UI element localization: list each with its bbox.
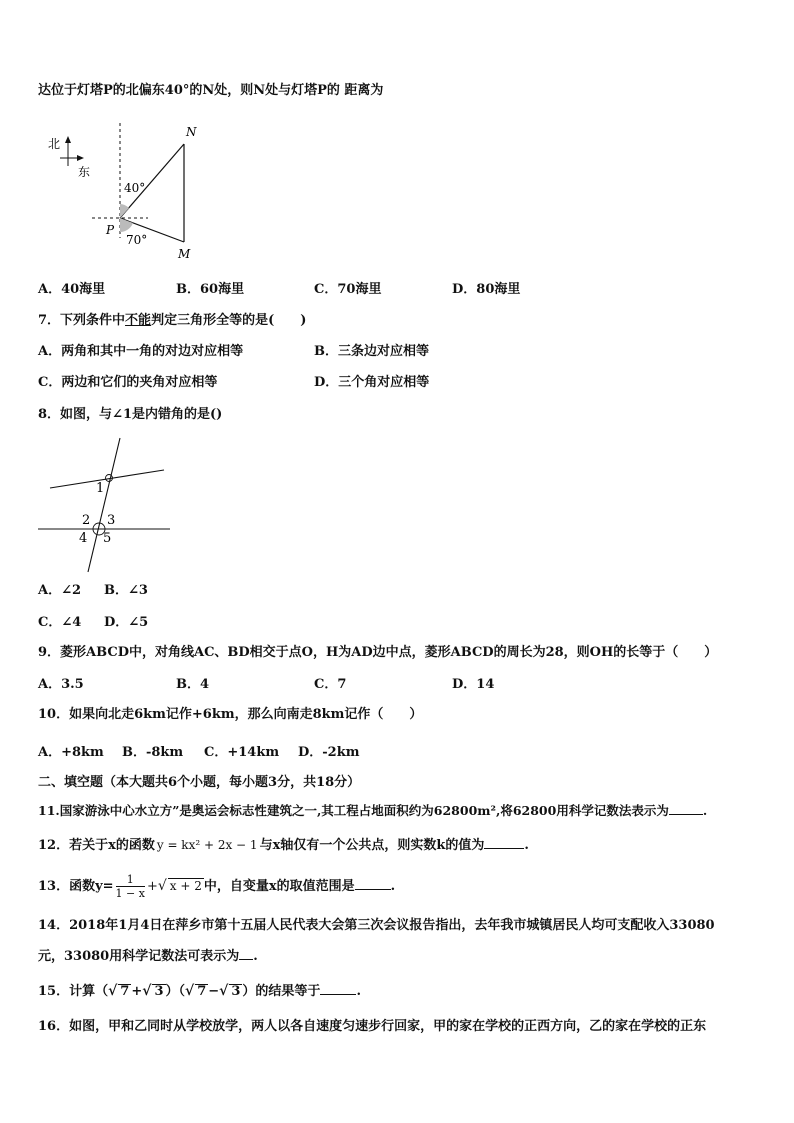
q14-blank <box>239 947 253 960</box>
q12-pre: 12．若关于x的函数 <box>38 838 155 853</box>
q13-blank <box>355 877 391 890</box>
q10-option-a: A．+8km <box>38 745 104 760</box>
q12-text <box>38 836 529 855</box>
q8-option-a: A．∠2 <box>38 583 82 598</box>
q14-line1: 14．2018年1月4日在萍乡市第十五届人民代表大会第三次会议报告指出，去年我市城镇居民人均可支配收入33080 <box>38 918 715 933</box>
angle-5-label: 5 <box>103 531 112 546</box>
q15-root1: 7 <box>120 984 130 999</box>
q8-option-b: B．∠3 <box>104 583 148 598</box>
q15-root4: 3 <box>231 984 241 999</box>
q8-option-d: D．∠5 <box>104 615 149 630</box>
angle-70: 70° <box>126 233 148 247</box>
q15-op2: − <box>208 984 220 999</box>
q13-fraction <box>116 873 145 900</box>
q10-text: 10．如果向北走6km记作+6km，那么向南走8km记作（ ） <box>38 707 423 722</box>
q13-end: . <box>390 879 396 894</box>
q16-text: 16．如图，甲和乙同时从学校放学，两人以各自速度匀速步行回家，甲的家在学校的正西方向，乙的家在学校的正东 <box>38 1019 707 1034</box>
angle-4-label: 4 <box>79 531 88 546</box>
east-label: 东 <box>78 165 91 179</box>
q10-option-c: C．+14km <box>204 745 280 760</box>
q6-option-b: B．60海里 <box>176 282 245 297</box>
q8-text: 8．如图，与∠1是内错角的是() <box>38 407 223 422</box>
q11-end: . <box>702 803 708 818</box>
q14-body: 元，33080用科学记数法可表示为 <box>38 949 240 964</box>
angle-40: 40° <box>124 181 146 195</box>
q13-denominator: 1 − x <box>115 887 145 900</box>
q12-blank <box>484 836 524 849</box>
q6-figure <box>40 118 210 268</box>
q10-option-b: B．-8km <box>122 745 184 760</box>
q6-option-a: A．40海里 <box>38 282 106 297</box>
q7-option-b: B．三条边对应相等 <box>314 344 429 359</box>
north-label: 北 <box>48 137 61 151</box>
q7-underlined: 不能 <box>125 313 152 328</box>
angle-3-label: 3 <box>107 513 116 528</box>
q15-pre: 15．计算（ <box>38 984 109 999</box>
q6-text: 达位于灯塔P的北偏东40°的N处，则N处与灯塔P的 距离为 <box>38 83 384 98</box>
q14-end: . <box>253 949 258 964</box>
angle-1-label: 1 <box>96 481 105 496</box>
q6-option-c: C．70海里 <box>314 282 382 297</box>
label-N: N <box>186 125 197 139</box>
q15-end: . <box>356 984 361 999</box>
q15-root3: 7 <box>197 984 207 999</box>
q9-option-b: B．4 <box>176 677 210 692</box>
q7-num: 7．下列条件中 <box>38 313 126 328</box>
q15-mid: ）（ <box>165 984 186 999</box>
q9-option-c: C．7 <box>314 677 347 692</box>
q13-pre: 13．函数y= <box>38 879 114 894</box>
q15-post: ）的结果等于 <box>242 984 321 999</box>
q11-blank <box>669 802 703 815</box>
q15-text: 15．计算（√ 7 +√ 3 ）（√ 7 −√ 3 ）的结果等于 . <box>38 983 361 999</box>
q10-option-d: D．-2km <box>298 745 360 760</box>
q13-sqrt: x + 2 <box>169 879 202 893</box>
q8-option-c: C．∠4 <box>38 615 82 630</box>
q15-op1: + <box>131 984 143 999</box>
q7-option-a: A．两角和其中一角的对边对应相等 <box>38 344 244 359</box>
q15-blank <box>320 982 356 995</box>
label-M: M <box>178 247 191 261</box>
label-P: P <box>106 223 115 237</box>
q12-end: . <box>524 838 529 853</box>
q7-rest: 判定三角形全等的是( ) <box>151 313 307 328</box>
section-heading: 二、填空题（本大题共6个小题，每小题3分，共18分） <box>38 775 361 790</box>
q7-option-c: C．两边和它们的夹角对应相等 <box>38 375 218 390</box>
angle-2-label: 2 <box>82 513 91 528</box>
q13-radical: √ <box>157 878 167 894</box>
q13-plus: + <box>146 879 158 894</box>
q13-text <box>38 870 395 903</box>
q7-text <box>38 312 306 330</box>
q9-text: 9．菱形ABCD中，对角线AC、BD相交于点O，H为AD边中点，菱形ABCD的周长为28，则OH的长等于（ ） <box>38 645 718 660</box>
q6-option-d: D．80海里 <box>452 282 521 297</box>
q13-numerator: 1 <box>116 873 145 887</box>
q11-body: 11.国家游泳中心水立方”是奥运会标志性建筑之一,其工程占地面积约为62800m²,将62800用科学记数法表示为 <box>38 803 669 818</box>
q13-post: 中，自变量x的取值范围是 <box>203 879 355 894</box>
q9-option-d: D．14 <box>452 677 495 692</box>
q11-text <box>38 802 707 820</box>
q14-line2 <box>38 947 258 966</box>
q15-root2: 3 <box>154 984 164 999</box>
q7-option-d: D．三个角对应相等 <box>314 375 430 390</box>
q9-option-a: A．3.5 <box>38 677 84 692</box>
q8-figure <box>36 436 176 576</box>
q12-formula: y = kx² + 2x − 1 <box>156 838 258 852</box>
q12-post: 与x轴仅有一个公共点，则实数k的值为 <box>259 838 485 853</box>
